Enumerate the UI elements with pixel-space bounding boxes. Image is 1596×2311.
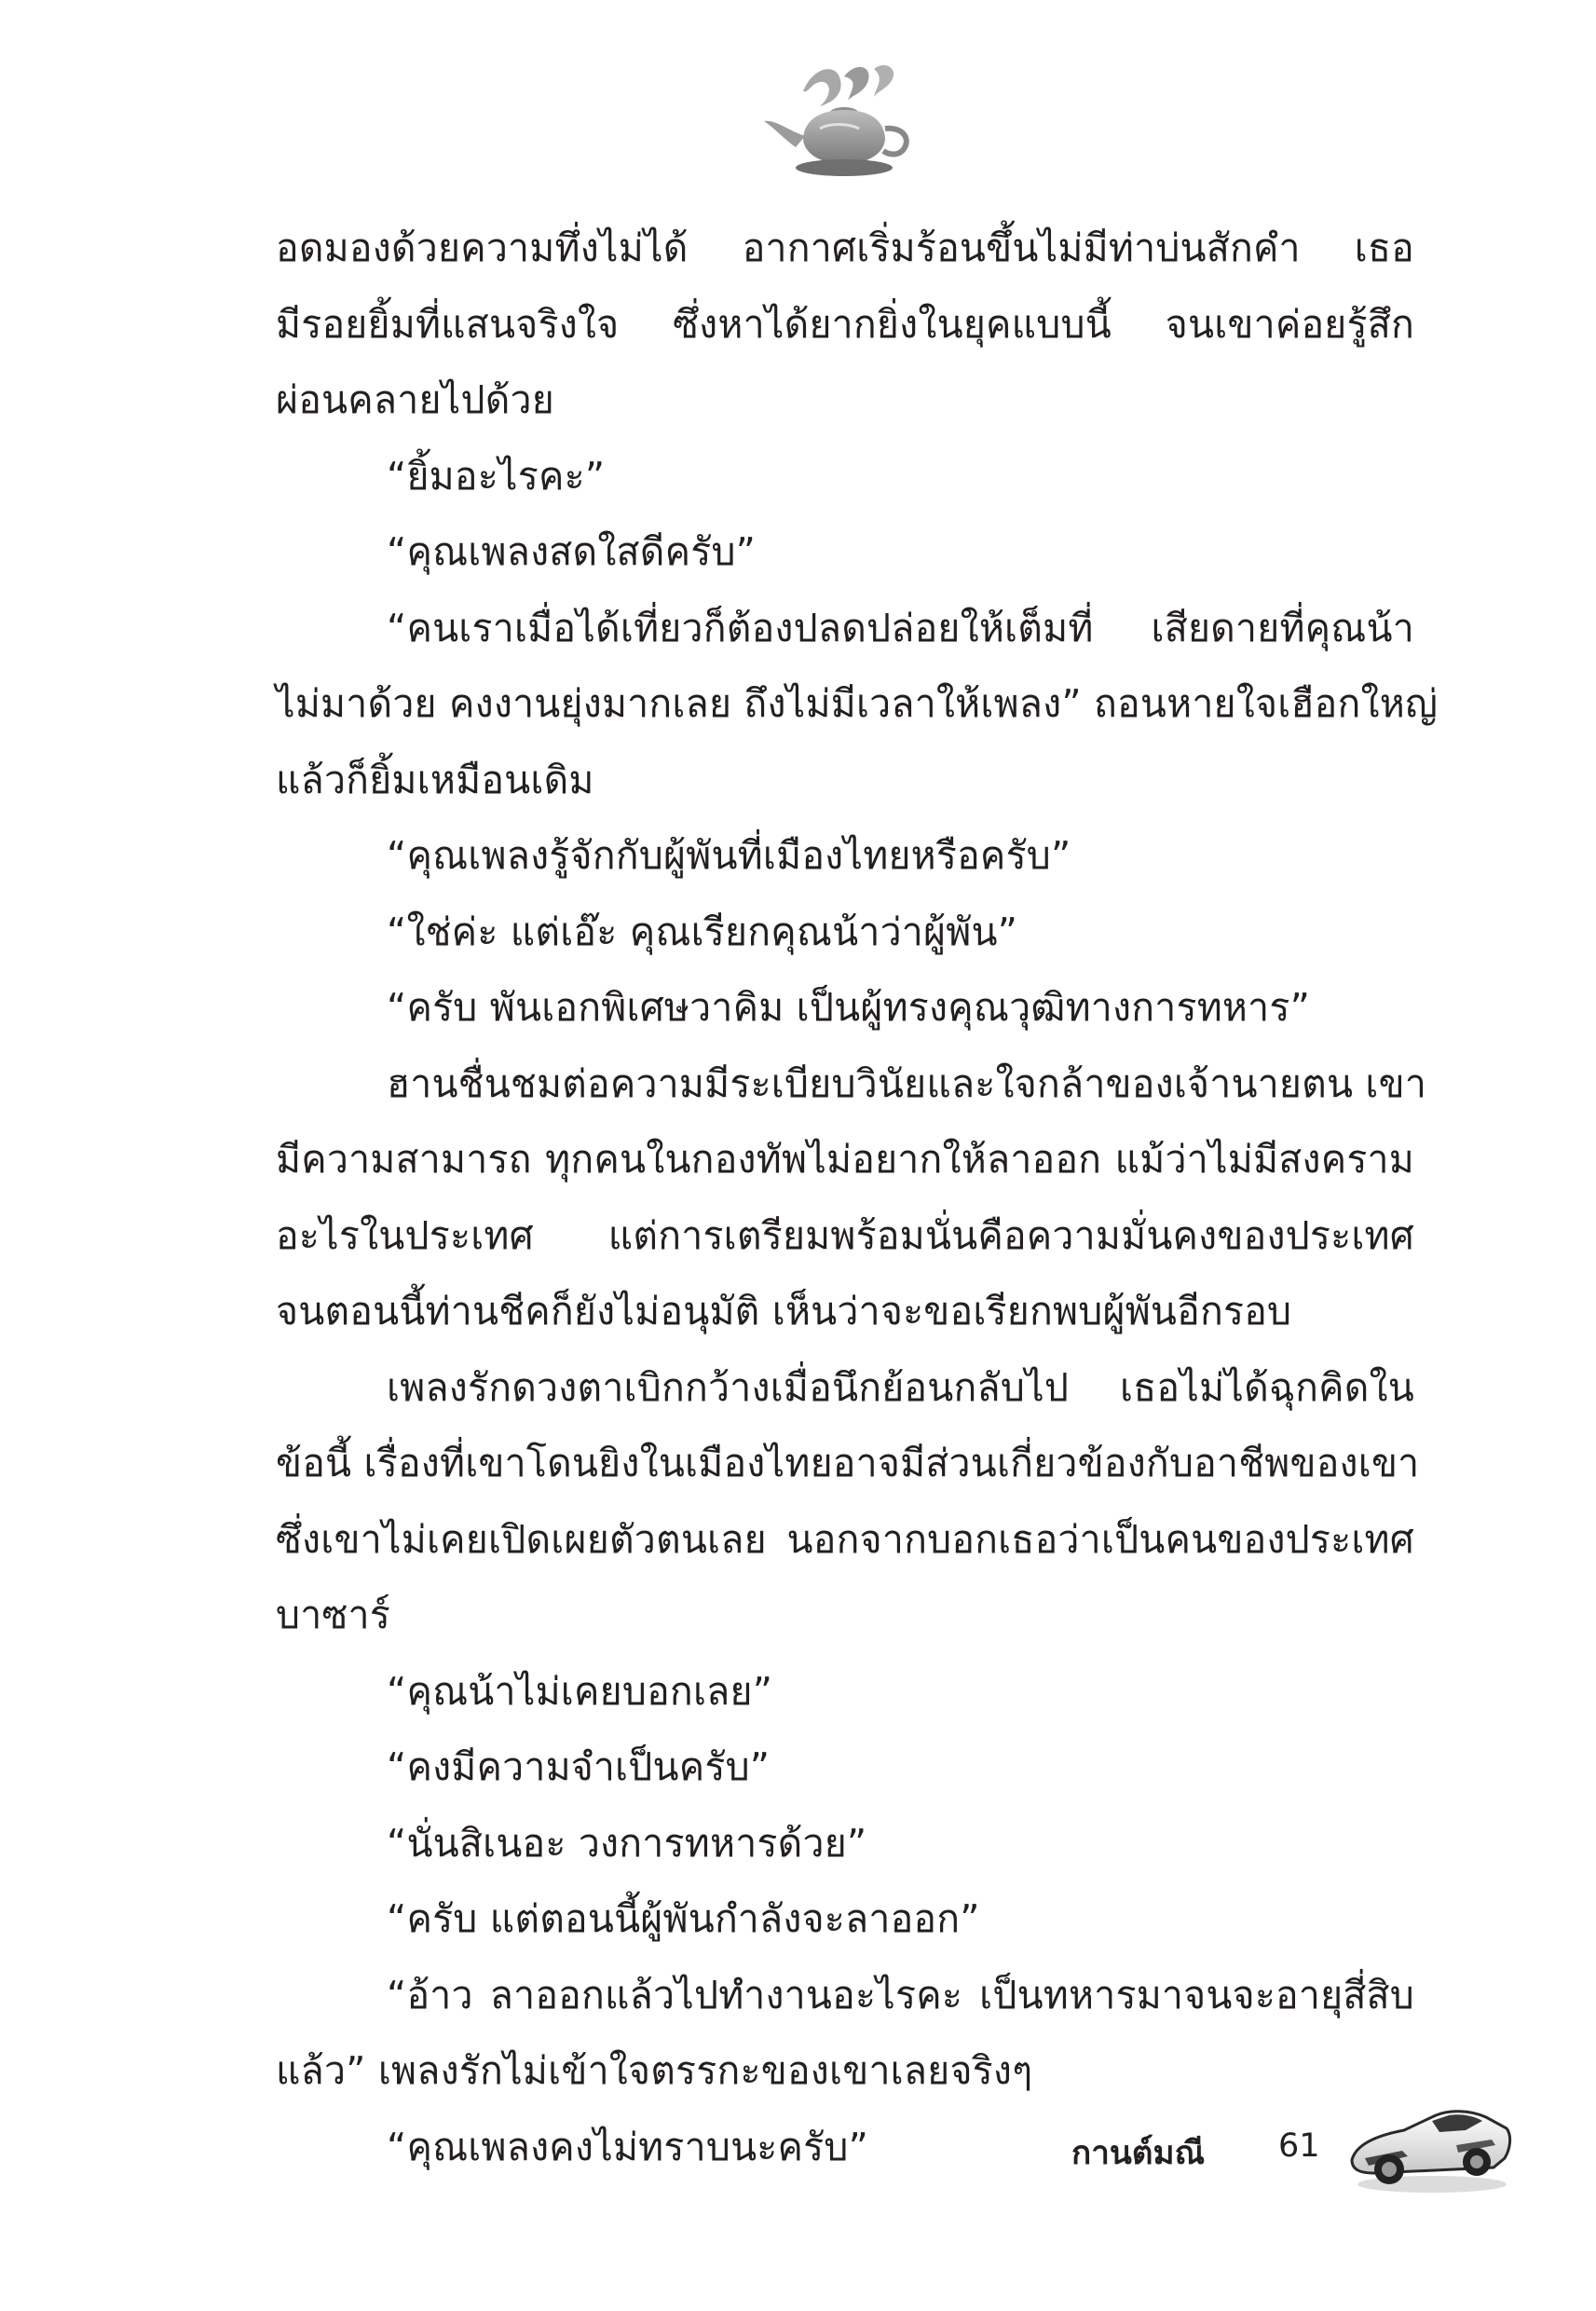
text-line: “คุณเพลงรู้จักกับผู้พันที่เมืองไทยหรือครับ” bbox=[387, 833, 1071, 878]
text-line: “อ้าว ลาออกแล้วไปทำงานอะไรคะ เป็นทหารมาจนจะอายุสี่สิบ bbox=[387, 1972, 1414, 2017]
text-line: ข้อนี้ เรื่องที่เขาโดนยิงในเมืองไทยอาจมีส่วนเกี่ยวข้องกับอาชีพของเขา bbox=[276, 1441, 1420, 1485]
text-line: “คุณเพลงสดใสดีครับ” bbox=[387, 529, 757, 574]
text-line: ฮานชื่นชมต่อความมีระเบียบวินัยและใจกล้าของเจ้านายตน เขา bbox=[387, 1060, 1427, 1106]
body-text bbox=[276, 211, 1439, 2185]
text-line: “คุณเพลงคงไม่ทราบนะครับ” bbox=[387, 2124, 869, 2169]
text-line: แล้ว” เพลงรักไม่เข้าใจตรรกะของเขาเลยจริงๆ bbox=[276, 2048, 1033, 2093]
text-line: อะไรในประเทศ แต่การเตรียมพร้อมนั่นคือความมั่นคงของประเทศ bbox=[276, 1212, 1414, 1258]
text-line: ซึ่งเขาไม่เคยเปิดเผยตัวตนเลย นอกจากบอกเธอว่าเป็นคนของประเทศ bbox=[276, 1516, 1414, 1562]
text-line: “นั่นสิเนอะ วงการทหารด้วย” bbox=[387, 1820, 867, 1866]
sports-car-icon bbox=[1346, 2087, 1514, 2199]
running-title: กานต์มณี bbox=[1071, 2135, 1206, 2172]
text-line: ผ่อนคลายไปด้วย bbox=[276, 377, 554, 422]
text-line: “ยิ้มอะไรคะ” bbox=[387, 453, 606, 499]
text-line: อดมองด้วยความทึ่งไม่ได้ อากาศเริ่มร้อนขึ้นไม่มีท่าบ่นสักคำ เธอ bbox=[276, 226, 1414, 270]
text-line: เพลงรักดวงตาเบิกกว้างเมื่อนึกย้อนกลับไป เธอไม่ได้ฉุกคิดใน bbox=[387, 1364, 1414, 1410]
text-line: บาซาร์ bbox=[276, 1593, 390, 1637]
text-line: “ครับ พันเอกพิเศษวาคิม เป็นผู้ทรงคุณวุฒิทางการทหาร” bbox=[387, 985, 1311, 1030]
text-line: แล้วก็ยิ้มเหมือนเดิม bbox=[276, 757, 594, 802]
text-line: มีความสามารถ ทุกคนในกองทัพไม่อยากให้ลาออก แม้ว่าไม่มีสงคราม bbox=[276, 1137, 1414, 1182]
text-line: มีรอยยิ้มที่แสนจริงใจ ซึ่งหาได้ยากยิ่งในยุคแบบนี้ จนเขาค่อยรู้สึก bbox=[276, 301, 1414, 347]
text-line: “คุณน้าไม่เคยบอกเลย” bbox=[387, 1668, 773, 1714]
page-number: 61 bbox=[1278, 2127, 1320, 2165]
teapot-ornament-icon bbox=[755, 48, 922, 188]
text-line: “ใช่ค่ะ แต่เอ๊ะ คุณเรียกคุณน้าว่าผู้พัน” bbox=[387, 909, 1018, 954]
text-line: “คงมีความจำเป็นครับ” bbox=[387, 1744, 771, 1789]
text-line: จนตอนนี้ท่านชีคก็ยังไม่อนุมัติ เห็นว่าจะขอเรียกพบผู้พันอีกรอบ bbox=[276, 1289, 1292, 1333]
text-line: “ครับ แต่ตอนนี้ผู้พันกำลังจะลาออก” bbox=[387, 1896, 980, 1941]
text-line: ไม่มาด้วย คงงานยุ่งมากเลย ถึงไม่มีเวลาให้เพลง” ถอนหายใจเฮือกใหญ่ bbox=[276, 681, 1439, 726]
text-line: “คนเราเมื่อได้เที่ยวก็ต้องปลดปล่อยให้เต็มที่ เสียดายที่คุณน้า bbox=[387, 605, 1414, 650]
